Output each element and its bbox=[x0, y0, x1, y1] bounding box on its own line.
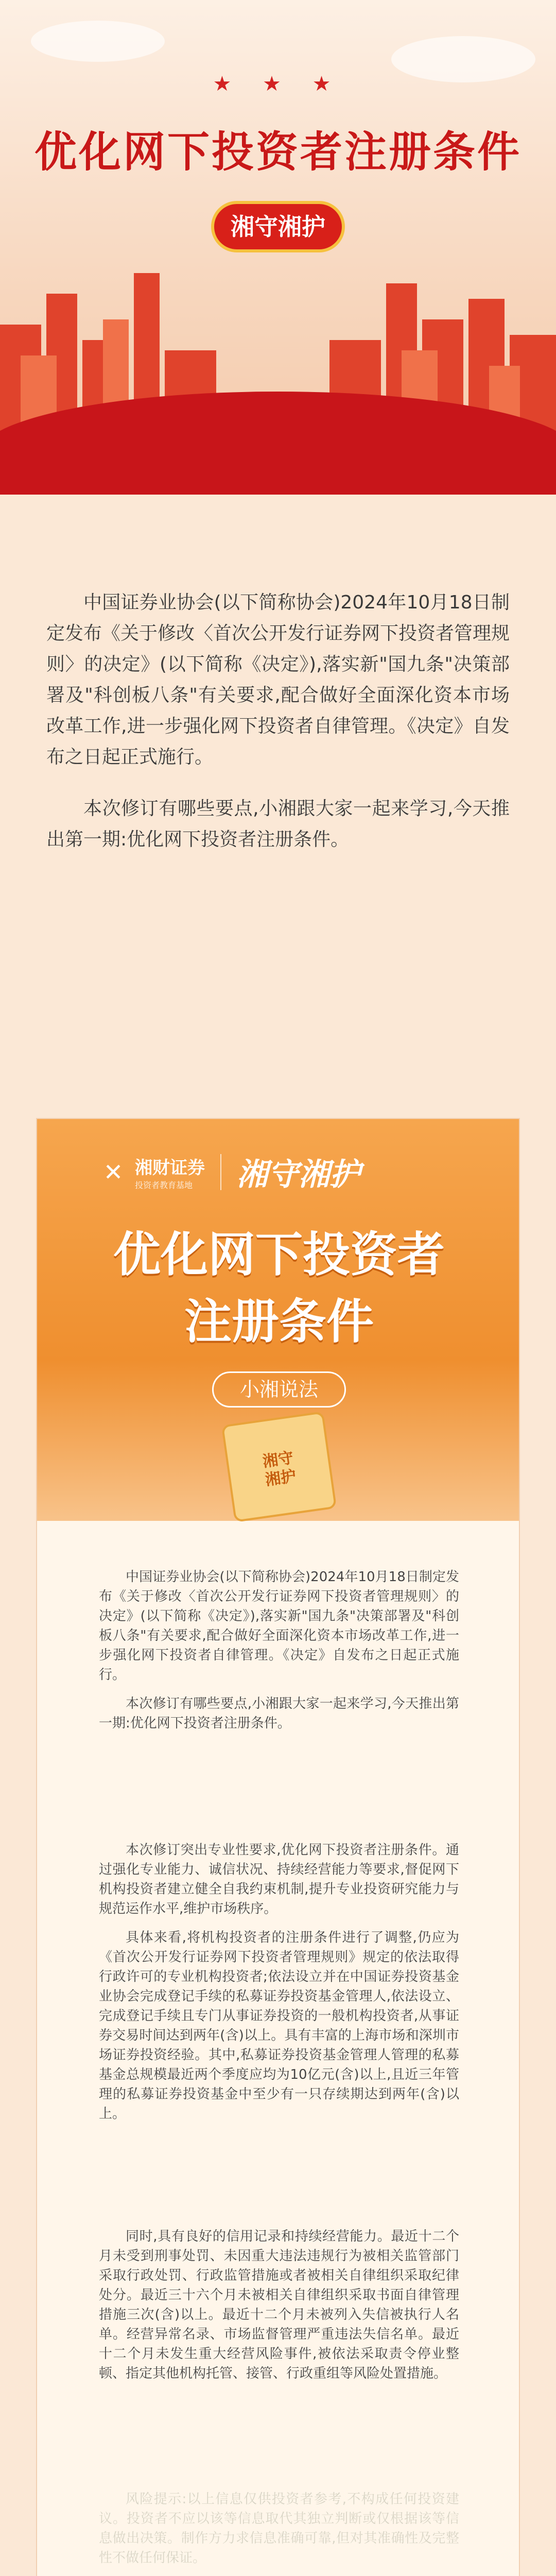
poster-paragraph: 本次修订突出专业性要求,优化网下投资者注册条件。通过强化专业能力、诚信状况、持续经营能力等要求,督促网下机构投资者建立健全自我约束机制,提升专业投资研究能力与规范运作水平,维护市场秩序。 bbox=[99, 1842, 459, 1917]
poster-paragraph: 同时,具有良好的信用记录和持续经营能力。最近十二个月未受到刑事处罚、未因重大违法违规行为被相关监管部门采取行政处罚、行政监管措施或者被相关自律组织采取纪律处分。最近三十六个月未被相关自律组织采取书面自律管理措施三次(含)以上。最近十二个月未被列入失信被执行人名单。经营异常名录、市场监督管理严重违法失信名单。最近十二个月未发生重大经营风险事件,被依法采取责令停业整顿、指定其他机构托管、接管、行政重组等风险处置措施。 bbox=[99, 2229, 459, 2381]
poster-section-requirements bbox=[99, 1840, 459, 2133]
poster-title-line2: 注册条件 bbox=[184, 1294, 374, 1349]
poster-paragraph: 风险提示:以上信息仅供投资者参考,不构成任何投资建议。投资者不应以该等信息取代其独立判断或仅根据该等信息做出决策。制作方力求信息准确可靠,但对其准确性及完整性不做任何保证。 bbox=[99, 2492, 459, 2566]
intro-paragraph: 中国证券业协会(以下简称协会)2024年10月18日制定发布《关于修改〈首次公开发行证券网下投资者管理规则〉的决定》(以下简称《决定》),落实新"国九条"决策部署及"科创板八条"有关要求,配合做好全面深化资本市场改革工作,进一步强化网下投资者自律管理。《决定》自发布之日起正式施行。 bbox=[46, 592, 510, 768]
poster-paragraph: 本次修订有哪些要点,小湘跟大家一起来学习,今天推出第一期:优化网下投资者注册条件。 bbox=[99, 1696, 459, 1731]
xiangcai-logo-icon: ✕ bbox=[103, 1158, 124, 1186]
poster-section-intro bbox=[99, 1567, 459, 1742]
intro-paragraph: 本次修订有哪些要点,小湘跟大家一起来学习,今天推出第一期:优化网下投资者注册条件。 bbox=[46, 798, 510, 850]
intro-article bbox=[46, 587, 510, 876]
poster-header bbox=[37, 1119, 520, 1521]
page-title: 优化网下投资者注册条件 bbox=[34, 128, 522, 177]
logo-sub-text: 投资者教育基地 bbox=[135, 1180, 193, 1190]
poster-pill-label: 小湘说法 bbox=[212, 1371, 346, 1408]
poster-logo bbox=[99, 1150, 360, 1194]
infographic-poster bbox=[36, 1118, 520, 2576]
logo-divider bbox=[220, 1154, 221, 1190]
scroll-text: 湘守 湘护 bbox=[261, 1449, 298, 1489]
scroll-illustration bbox=[221, 1411, 337, 1522]
poster-paragraph: 中国证券业协会(以下简称协会)2024年10月18日制定发布《关于修改〈首次公开发行证券网下投资者管理规则〉的决定》(以下简称《决定》),落实新"国九条"决策部署及"科创板八条"有关要求,配合做好全面深化资本市场改革工作,进一步强化网下投资者自律管理。《决定》自发布之日起正式施行。 bbox=[99, 1569, 459, 1683]
poster-paragraph: 具体来看,将机构投资者的注册条件进行了调整,仍应为《首次公开发行证券网下投资者管理规则》规定的依法取得行政许可的专业机构投资者;依法设立并在中国证券投资基金业协会完成登记手续的私募证券投资基金管理人,依法设立、完成登记手续且专门从事证券投资的一般机构投资者,从事证券交易时间达到两年(含)以上。具有丰富的上海市场和深圳市场证券投资经验。其中,私募证券投资基金管理人管理的私募基金总规模最近两个季度应均为10亿元(含)以上,且近三年管理的私募证券投资基金中至少有一只存续期达到两年(含)以上。 bbox=[99, 1930, 459, 2122]
logo-slogan: 湘守湘护 bbox=[237, 1157, 360, 1193]
poster-section-risk bbox=[99, 2489, 459, 2576]
brand-badge: 湘守湘护 bbox=[211, 201, 345, 252]
logo-main-text: 湘财证券 bbox=[135, 1158, 205, 1178]
cloud-decoration bbox=[31, 21, 165, 62]
poster-section-credit bbox=[99, 2227, 459, 2393]
stars-decoration: ★ ★ ★ bbox=[213, 72, 343, 96]
header-banner bbox=[0, 0, 556, 495]
poster-title-line1: 优化网下投资者 bbox=[113, 1227, 445, 1282]
red-wave-decoration bbox=[0, 392, 556, 495]
